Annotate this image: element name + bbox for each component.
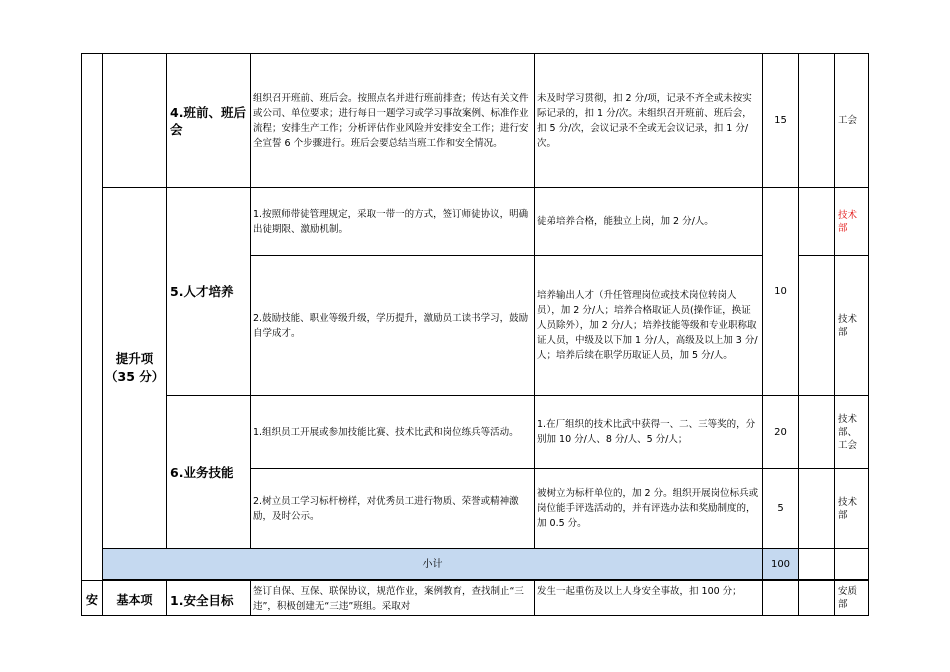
blank-cell	[835, 549, 869, 580]
blank-cell	[799, 549, 835, 580]
left-margin-cell	[82, 54, 103, 581]
score-cell: 20	[763, 396, 799, 469]
blank-cell	[799, 54, 835, 188]
item-cell: 1.安全目标	[167, 581, 251, 616]
blank-cell	[799, 396, 835, 469]
content-cell: 2.树立员工学习标杆榜样，对优秀员工进行物质、荣誉或精神激励，及时公示。	[251, 469, 535, 549]
evaluation-table	[81, 53, 869, 616]
category-cell: 基本项	[103, 581, 167, 616]
content-cell: 签订自保、互保、联保协议，规范作业，案例教育，查找制止“三违”，积极创建无“三违”班组。采取对	[251, 581, 535, 616]
dept-cell: 技术部	[835, 469, 869, 549]
blank-cell	[799, 188, 835, 256]
dept-cell: 工会	[835, 54, 869, 188]
score-cell	[763, 581, 799, 616]
score-cell: 15	[763, 54, 799, 188]
content-cell: 2.鼓励技能、职业等级升级，学历提升，激励员工读书学习，鼓励自学成才。	[251, 256, 535, 396]
standard-cell: 发生一起重伤及以上人身安全事故，扣 100 分；	[535, 581, 763, 616]
dept-cell-highlight: 技术部	[835, 188, 869, 256]
standard-cell: 培养输出人才（升任管理岗位或技术岗位转岗人员），加 2 分/人；培养合格取证人员(操作证，换证人员除外），加 2 分/人；培养技能等级和专业职称取证人员，中级及以下加 1 分/人，高级及以上加 3 分/人；培养后续在职学历取证人员，加 5 分/人。	[535, 256, 763, 396]
subtotal-value: 100	[763, 549, 799, 580]
subtotal-label: 小计	[103, 549, 763, 580]
table-row	[82, 54, 869, 188]
dept-cell: 安质部	[835, 581, 869, 616]
blank-cell	[799, 469, 835, 549]
table-row	[82, 581, 869, 616]
category-cell-empty	[103, 54, 167, 188]
item-cell: 5.人才培养	[167, 188, 251, 396]
standard-cell: 未及时学习贯彻，扣 2 分/项，记录不齐全或未按实际记录的，扣 1 分/次。未组织召开班前、班后会，扣 5 分/次，会议记录不全或无会议记录，扣 1 分/次。	[535, 54, 763, 188]
table-row	[82, 188, 869, 256]
item-cell: 6.业务技能	[167, 396, 251, 549]
content-cell: 1.组织员工开展或参加技能比赛、技术比武和岗位练兵等活动。	[251, 396, 535, 469]
category-cell: 提升项（35 分）	[103, 188, 167, 549]
standard-cell: 1.在厂组织的技术比武中获得一、二、三等奖的，分别加 10 分/人、8 分/人、5 分/人；	[535, 396, 763, 469]
content-cell: 组织召开班前、班后会。按照点名并进行班前排查；传达有关文件或公司、单位要求；进行每日一题学习或学习事故案例、标准作业流程；安排生产工作；分析评估作业风险并安排安全工作；进行安全宣誓 6 个步骤进行。班后会要总结当班工作和安全情况。	[251, 54, 535, 188]
dept-cell: 技术部	[835, 256, 869, 396]
score-cell: 5	[763, 469, 799, 549]
dept-cell: 技术部、工会	[835, 396, 869, 469]
content-cell: 1.按照师带徒管理规定，采取一带一的方式，签订师徒协议，明确出徒期限、激励机制。	[251, 188, 535, 256]
item-cell: 4.班前、班后会	[167, 54, 251, 188]
section-cell: 安	[82, 581, 103, 616]
blank-cell	[799, 256, 835, 396]
subtotal-row	[82, 549, 869, 580]
standard-cell: 被树立为标杆单位的，加 2 分。组织开展岗位标兵或岗位能手评选活动的，并有评选办法和奖励制度的，加 0.5 分。	[535, 469, 763, 549]
score-cell: 10	[763, 188, 799, 396]
table-row	[82, 396, 869, 469]
blank-cell	[799, 581, 835, 616]
standard-cell: 徒弟培养合格，能独立上岗，加 2 分/人。	[535, 188, 763, 256]
